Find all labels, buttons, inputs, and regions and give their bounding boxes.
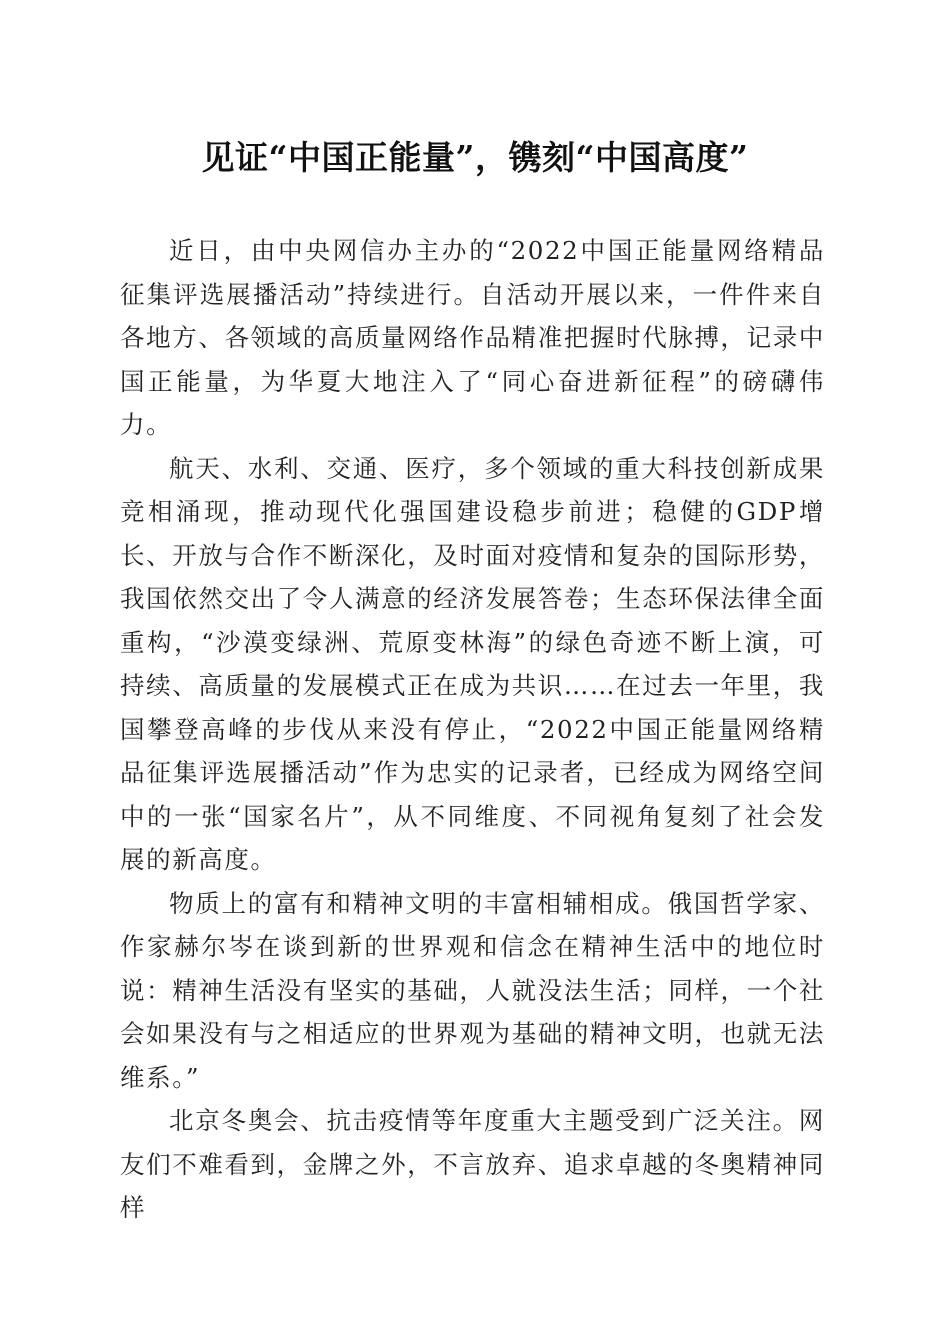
paragraph: 航天、水利、交通、医疗，多个领域的重大科技创新成果竞相涌现，推动现代化强国建设稳步前进；稳健的GDP增长、开放与合作不断深化，及时面对疫情和复杂的国际形势，我国依然交出了令人满意的经济发展答卷；生态环保法律全面重构，“沙漠变绿洲、荒原变林海”的绿色奇迹不断上演，可持续、高质量的发展模式正在成为共识……在过去一年里，我国攀登高峰的步伐从来没有停止，“2022中国正能量网络精品征集评选展播活动”作为忠实的记录者，已经成为网络空间中的一张“国家名片”，从不同维度、不同视角复刻了社会发展的新高度。 — [120, 453, 825, 874]
paragraph: 物质上的富有和精神文明的丰富相辅相成。俄国哲学家、作家赫尔岑在谈到新的世界观和信念在精神生活中的地位时说：精神生活没有坚实的基础，人就没法生活；同样，一个社会如果没有与之相适应的世界观为基础的精神文明，也就无法维系。” — [120, 888, 825, 1092]
article-title: 见证“中国正能量”，镌刻“中国高度” — [201, 138, 749, 177]
article-body — [120, 229, 825, 1230]
paragraph: 近日，由中央网信办主办的“2022中国正能量网络精品征集评选展播活动”持续进行。自活动开展以来，一件件来自各地方、各领域的高质量网络作品精准把握时代脉搏，记录中国正能量，为华夏大地注入了“同心奋进新征程”的磅礴伟力。 — [120, 236, 825, 439]
paragraph: 北京冬奥会、抗击疫情等年度重大主题受到广泛关注。网友们不难看到，金牌之外，不言放弃、追求卓越的冬奥精神同样 — [120, 1106, 825, 1222]
